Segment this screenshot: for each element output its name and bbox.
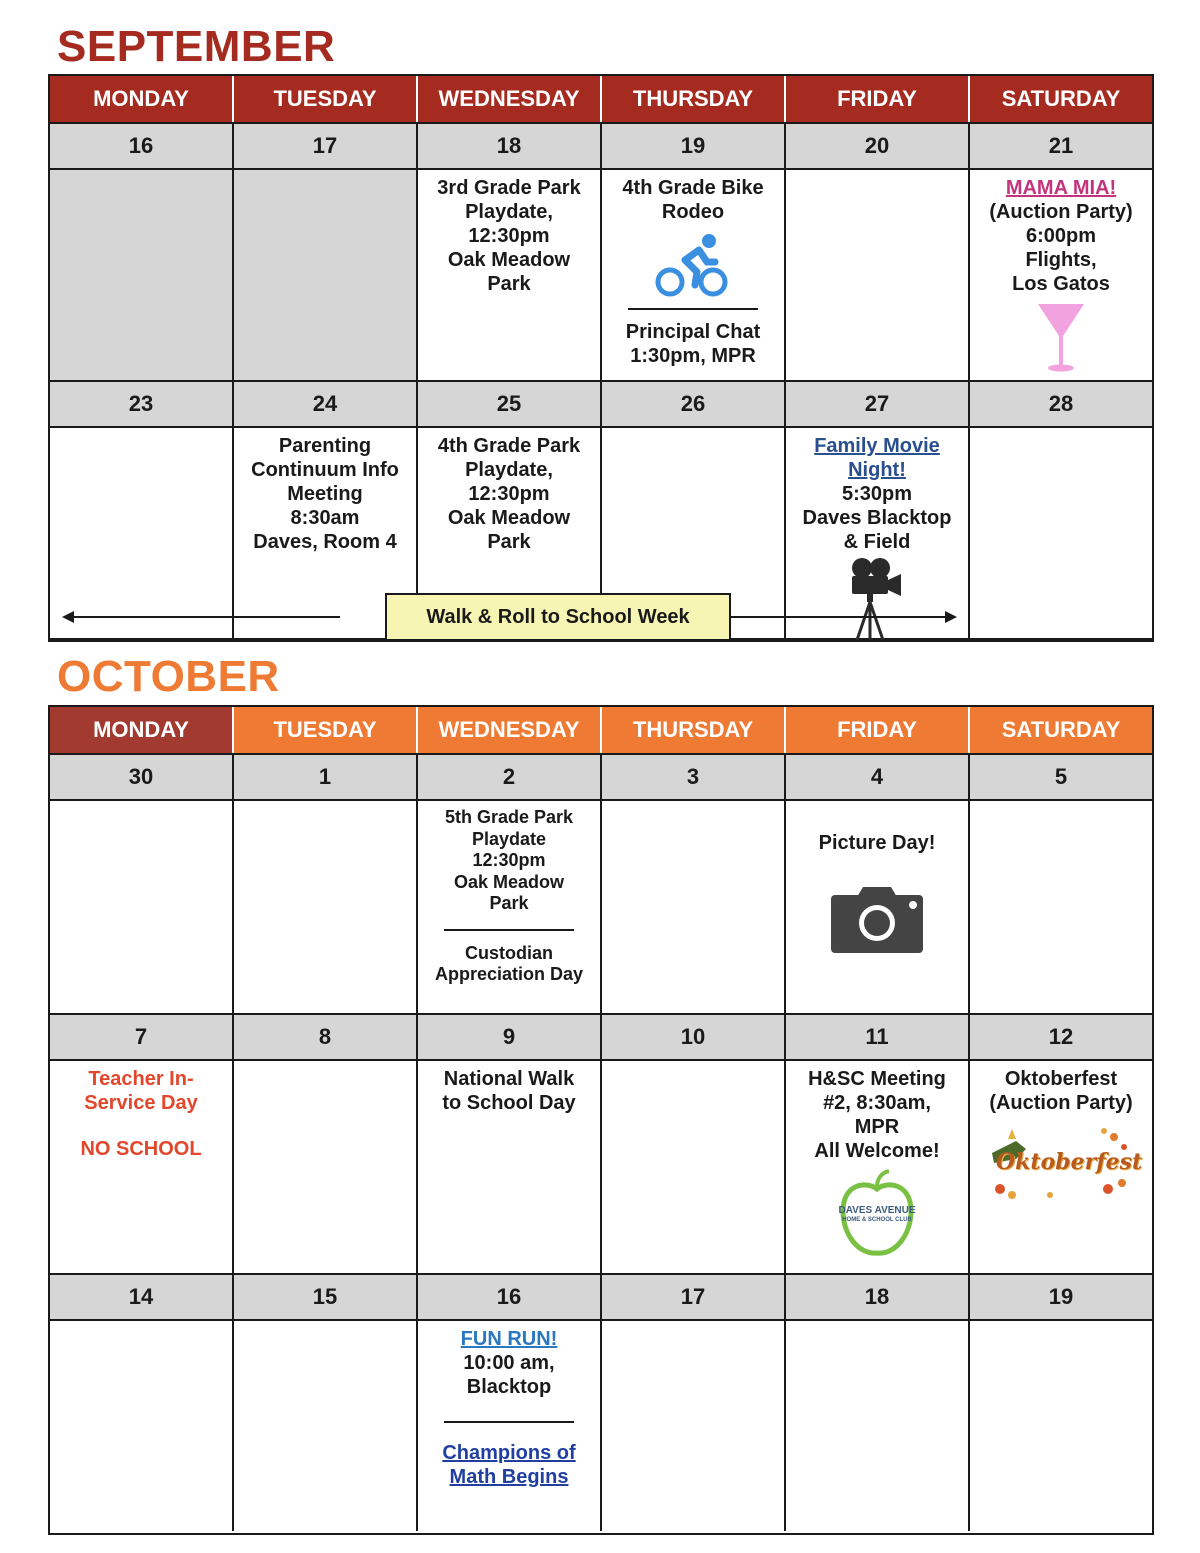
event-text: All Welcome!	[814, 1140, 940, 1162]
event-text: 12:30pm	[472, 850, 546, 870]
champions-of-math-link[interactable]: Champions of	[442, 1442, 576, 1464]
event-text: Picture Day!	[818, 832, 936, 854]
week-row	[50, 755, 1152, 1015]
event-text: 6:00pm	[1025, 225, 1097, 247]
day-cell-empty	[234, 1321, 418, 1531]
day-header-wednesday: WEDNESDAY	[418, 76, 602, 122]
date-number: 4	[786, 755, 970, 799]
day-cell-empty	[234, 801, 418, 1013]
event-text: 5th Grade Park	[444, 807, 574, 827]
date-row	[50, 755, 1152, 801]
event-text: 10:00 am,	[463, 1352, 555, 1374]
camera-icon	[829, 885, 925, 955]
date-number: 5	[1054, 764, 1068, 789]
event-text: Daves Blacktop	[802, 507, 952, 529]
arrow-left-icon	[62, 611, 74, 623]
event-fun-run	[418, 1321, 602, 1531]
martini-glass-icon	[1036, 302, 1086, 374]
event-text: Teacher In-	[88, 1068, 194, 1090]
event-text: Parenting	[278, 435, 372, 457]
day-header-saturday: SATURDAY	[970, 76, 1152, 122]
event-text: Oktoberfest	[1004, 1068, 1118, 1090]
day-cell-empty	[970, 801, 1152, 1013]
date-number: 1	[234, 755, 418, 799]
arrow-line-left	[66, 616, 340, 618]
event-text: 12:30pm	[468, 483, 550, 505]
date-number: 16	[50, 124, 234, 168]
date-number: 24	[234, 382, 418, 426]
event-text: Appreciation Day	[434, 964, 584, 984]
event-text: Continuum Info	[251, 459, 399, 481]
date-number: 14	[50, 1275, 234, 1319]
date-number: 21	[1048, 133, 1074, 158]
date-number: 25	[418, 382, 602, 426]
arrow-right-icon	[945, 611, 957, 623]
week-row	[50, 1275, 1152, 1531]
date-number: 30	[50, 755, 234, 799]
event-bike-rodeo	[602, 170, 786, 380]
event-text: Oak Meadow	[447, 507, 571, 529]
event-text: Custodian	[465, 942, 553, 963]
event-text: Meeting	[287, 483, 363, 505]
day-header-monday: MONDAY	[50, 707, 234, 753]
event-text: Blacktop	[466, 1376, 552, 1398]
event-3rd-grade-playdate	[418, 170, 602, 380]
day-cell-empty	[602, 801, 786, 1013]
event-text: Park	[487, 273, 531, 295]
date-number: 9	[418, 1015, 602, 1059]
event-text: Flights,	[1025, 249, 1097, 271]
fun-run-link[interactable]: FUN RUN!	[460, 1328, 558, 1350]
event-oktoberfest	[970, 1061, 1152, 1273]
event-text: Service Day	[84, 1092, 198, 1114]
day-cell-empty	[786, 170, 970, 380]
date-number: 12	[1048, 1024, 1074, 1049]
day-header-monday: MONDAY	[50, 76, 234, 122]
event-text: National Walk	[443, 1068, 575, 1090]
date-number: 23	[50, 382, 234, 426]
day-cell-empty	[786, 1321, 970, 1531]
movie-camera-icon	[849, 556, 905, 640]
event-text: 1:30pm, MPR	[630, 345, 756, 367]
no-school-text: NO SCHOOL	[80, 1138, 202, 1160]
day-cell-empty	[50, 428, 234, 638]
event-text: Park	[487, 531, 531, 553]
oktoberfest-logo-text: Oktoberfest	[996, 1149, 1143, 1175]
event-text: Playdate,	[465, 459, 553, 481]
event-text: Oak Meadow	[447, 249, 571, 271]
bicycle-icon	[653, 230, 733, 300]
divider	[628, 308, 758, 310]
date-number: 3	[602, 755, 786, 799]
day-cell-empty	[234, 170, 418, 380]
event-walk-to-school	[418, 1061, 602, 1273]
day-cell-empty	[50, 170, 234, 380]
date-number: 17	[602, 1275, 786, 1319]
date-number: 2	[418, 755, 602, 799]
event-picture-day	[786, 801, 970, 1013]
event-text: Playdate,	[465, 201, 553, 223]
date-row	[50, 124, 1152, 170]
event-teacher-inservice	[50, 1061, 234, 1273]
champions-of-math-link[interactable]: Math Begins	[449, 1466, 569, 1488]
date-number: 7	[50, 1015, 234, 1059]
mama-mia-link[interactable]: MAMA MIA!	[1005, 177, 1117, 199]
day-cell-empty	[234, 1061, 418, 1273]
date-row	[50, 1015, 1152, 1061]
day-header-wednesday: WEDNESDAY	[418, 707, 602, 753]
family-movie-night-link[interactable]: Night!	[848, 459, 906, 481]
events-row	[50, 1321, 1152, 1531]
date-number: 18	[786, 1275, 970, 1319]
event-text: Park	[489, 893, 529, 913]
day-cell-empty	[970, 1321, 1152, 1531]
date-number: 11	[786, 1015, 970, 1059]
walk-roll-banner: Walk & Roll to School Week	[385, 593, 731, 641]
event-text: Oak Meadow	[453, 871, 565, 892]
event-text: MPR	[854, 1116, 900, 1138]
day-header-thursday: THURSDAY	[602, 707, 786, 753]
event-text: to School Day	[442, 1092, 576, 1114]
divider	[444, 1421, 574, 1423]
day-cell-empty	[602, 1061, 786, 1273]
events-row	[50, 801, 1152, 1013]
events-row	[50, 1061, 1152, 1273]
event-text: #2, 8:30am,	[823, 1092, 931, 1114]
date-number: 18	[418, 124, 602, 168]
september-title: SEPTEMBER	[57, 22, 336, 71]
divider	[444, 929, 574, 931]
week-row	[50, 124, 1152, 382]
october-calendar	[48, 705, 1154, 1535]
event-text: 3rd Grade Park	[437, 177, 581, 199]
event-5th-grade-playdate	[418, 801, 602, 1013]
october-title: OCTOBER	[57, 652, 280, 701]
event-text: Daves, Room 4	[253, 531, 397, 553]
date-row	[50, 1275, 1152, 1321]
day-cell-empty	[50, 801, 234, 1013]
event-text: 12:30pm	[468, 225, 550, 247]
day-cell-empty	[602, 1321, 786, 1531]
date-number: 15	[234, 1275, 418, 1319]
daves-avenue-logo	[837, 1169, 917, 1259]
day-cell-empty	[50, 1321, 234, 1531]
date-number: 16	[418, 1275, 602, 1319]
event-text: 4th Grade Park	[437, 435, 581, 457]
family-movie-night-link[interactable]: Family Movie	[814, 435, 940, 457]
event-text: Los Gatos	[1012, 273, 1110, 295]
event-mama-mia	[970, 170, 1152, 380]
date-number: 28	[1048, 391, 1074, 416]
event-text: & Field	[843, 531, 911, 553]
event-text: Rodeo	[661, 201, 725, 223]
date-number: 27	[786, 382, 970, 426]
day-header-saturday: SATURDAY	[970, 707, 1152, 753]
day-header-row	[50, 707, 1152, 755]
date-number: 10	[602, 1015, 786, 1059]
oktoberfest-logo	[986, 1123, 1143, 1205]
event-text: Principal Chat	[625, 321, 761, 343]
event-text: H&SC Meeting	[808, 1068, 946, 1090]
september-calendar	[48, 74, 1154, 642]
date-number: 19	[1048, 1284, 1074, 1309]
day-header-friday: FRIDAY	[786, 707, 970, 753]
event-text: (Auction Party)	[989, 1092, 1133, 1114]
date-row	[50, 382, 1152, 428]
date-number: 20	[786, 124, 970, 168]
event-text: 5:30pm	[841, 483, 913, 505]
date-number: 26	[602, 382, 786, 426]
day-header-tuesday: TUESDAY	[234, 76, 418, 122]
date-number: 8	[234, 1015, 418, 1059]
day-header-thursday: THURSDAY	[602, 76, 786, 122]
event-hsc-meeting	[786, 1061, 970, 1273]
events-row	[50, 170, 1152, 380]
date-number: 19	[602, 124, 786, 168]
day-header-friday: FRIDAY	[786, 76, 970, 122]
date-number: 17	[234, 124, 418, 168]
week-row	[50, 1015, 1152, 1275]
event-text: 8:30am	[290, 507, 360, 529]
logo-subtext: HOME & SCHOOL CLUB	[842, 1217, 912, 1223]
day-header-row	[50, 76, 1152, 124]
day-cell-empty	[970, 428, 1152, 638]
event-text: Playdate	[471, 828, 547, 849]
event-text: 4th Grade Bike	[622, 177, 764, 199]
event-family-movie-night	[786, 428, 970, 638]
day-header-tuesday: TUESDAY	[234, 707, 418, 753]
logo-text: DAVES AVENUE	[838, 1205, 916, 1216]
event-text: (Auction Party)	[989, 201, 1133, 223]
